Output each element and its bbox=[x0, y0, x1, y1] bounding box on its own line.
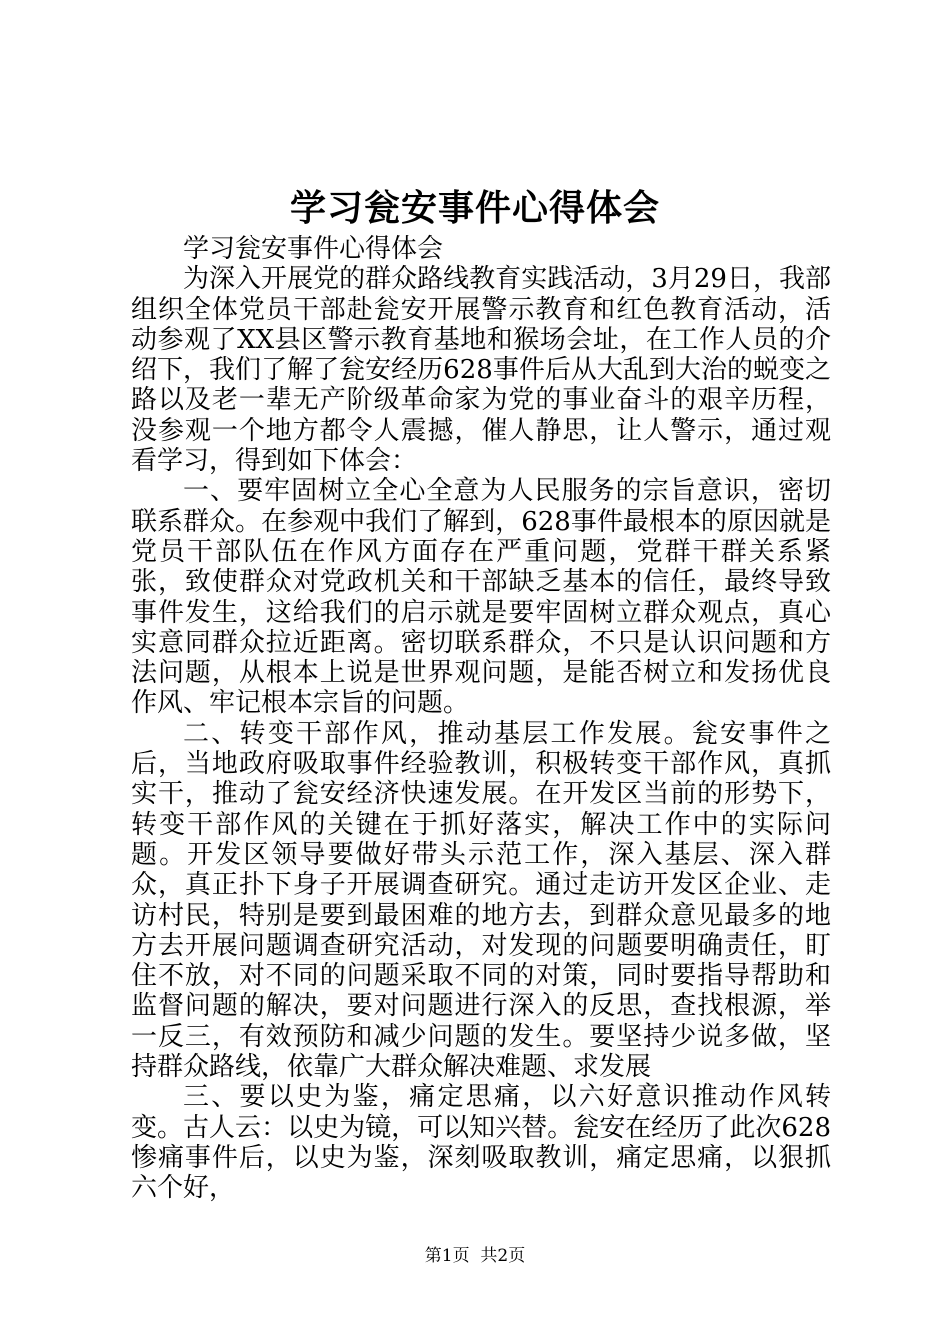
document-body bbox=[131, 234, 831, 1204]
document-title: 学习瓮安事件心得体会 bbox=[289, 187, 660, 229]
page-total: 共2页 bbox=[480, 1246, 526, 1266]
paragraph-point-one: 一、要牢固树立全心全意为人民服务的宗旨意识，密切联系群众。在参观中我们了解到，628事件最根本的原因就是党员干部队伍在作风方面存在严重问题，党群干群关系紧张，致使群众对党政机关和干部缺乏基本的信任，最终导致事件发生，这给我们的启示就是要牢固树立群众观点，真心实意同群众拉近距离。密切联系群众，不只是认识问题和方法问题，从根本上说是世界观问题，是能否树立和发扬优良作风、牢记根本宗旨的问题。 bbox=[131, 476, 831, 719]
paragraph-subtitle: 学习瓮安事件心得体会 bbox=[183, 234, 444, 264]
page-footer bbox=[0, 1245, 950, 1267]
paragraph-point-two: 二、转变干部作风，推动基层工作发展。瓮安事件之后，当地政府吸取事件经验教训，积极转变干部作风，真抓实干，推动了瓮安经济快速发展。在开发区当前的形势下，转变干部作风的关键在于抓好落实，解决工作中的实际问题。开发区领导要做好带头示范工作，深入基层、深入群众，真正扑下身子开展调查研究。通过走访开发区企业、走访村民，特别是要到最困难的地方去，到群众意见最多的地方去开展问题调查研究活动，对发现的问题要明确责任，盯住不放，对不同的问题采取不同的对策，同时要指导帮助和监督问题的解决，要对问题进行深入的反思，查找根源，举一反三，有效预防和减少问题的发生。要坚持少说多做，坚持群众路线，依靠广大群众解决难题、求发展 bbox=[131, 718, 831, 1083]
paragraph-intro: 为深入开展党的群众路线教育实践活动，3月29日，我部组织全体党员干部赴瓮安开展警示教育和红色教育活动，活动参观了XX县区警示教育基地和猴场会址，在工作人员的介绍下，我们了解了瓮安经历628事件后从大乱到大治的蜕变之路以及老一辈无产阶级革命家为党的事业奋斗的艰辛历程，没参观一个地方都令人震撼，催人静思，让人警示，通过观看学习，得到如下体会： bbox=[131, 264, 831, 477]
paragraph-point-three: 三、要以史为鉴，痛定思痛，以六好意识推动作风转变。古人云：以史为镜，可以知兴替。瓮安在经历了此次628惨痛事件后，以史为鉴，深刻吸取教训，痛定思痛，以狠抓六个好， bbox=[131, 1082, 831, 1204]
page-number: 第1页 bbox=[424, 1246, 470, 1266]
